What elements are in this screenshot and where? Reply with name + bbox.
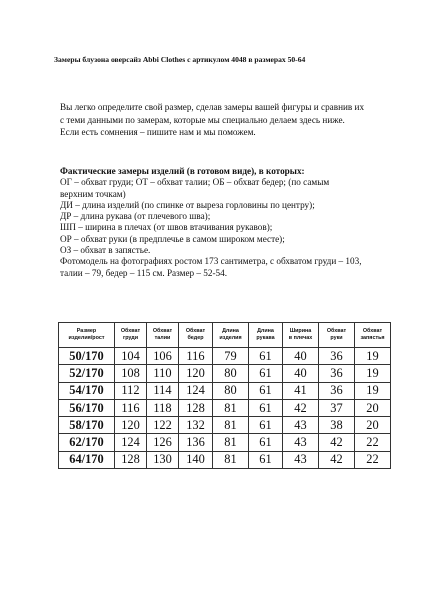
column-header-text: Обхват [326, 328, 347, 335]
measurement-cell: 79 [213, 348, 249, 365]
measurement-cell: 112 [115, 382, 147, 399]
column-header-text: рукава [256, 335, 275, 341]
column-header-text: талии [154, 335, 171, 341]
measurement-cell: 61 [249, 399, 283, 416]
measurement-cell: 19 [355, 382, 391, 399]
measurement-cell: 110 [147, 365, 179, 382]
measurement-cell: 40 [283, 365, 319, 382]
column-header-text: руки [330, 335, 343, 341]
size-table [58, 322, 391, 469]
measurement-cell: 81 [213, 417, 249, 434]
column-header [115, 323, 147, 348]
measurement-cell: 61 [249, 348, 283, 365]
measurement-cell: 104 [115, 348, 147, 365]
size-table-body [59, 348, 391, 469]
table-row [59, 399, 391, 416]
measurement-cell: 61 [249, 365, 283, 382]
column-header-text: бедер [187, 335, 204, 341]
table-row [59, 382, 391, 399]
measurement-cell: 22 [355, 451, 391, 468]
measurement-cell: 43 [283, 434, 319, 451]
definition-line: ОГ – обхват груди; ОТ – обхват талии; ОБ – обхват бедер; (по самым [60, 177, 330, 188]
measurement-cell: 118 [147, 399, 179, 416]
column-header [249, 323, 283, 348]
measurement-cell: 80 [213, 365, 249, 382]
measurement-cell: 36 [319, 348, 355, 365]
measurement-cell: 22 [355, 434, 391, 451]
measurement-cell: 41 [283, 382, 319, 399]
measurement-cell: 120 [115, 417, 147, 434]
column-header-text: Обхват [152, 328, 173, 335]
measurement-cell: 36 [319, 365, 355, 382]
measurement-cell: 80 [213, 382, 249, 399]
definition-line: ОЗ – обхват в запястье. [60, 245, 151, 256]
size-cell: 52/170 [59, 365, 115, 382]
table-row [59, 417, 391, 434]
measurement-cell: 42 [283, 399, 319, 416]
measurement-cell: 126 [147, 434, 179, 451]
measurement-cell: 43 [283, 417, 319, 434]
measurement-cell: 42 [319, 434, 355, 451]
size-table-header-row [59, 323, 391, 348]
column-header [319, 323, 355, 348]
measurement-cell: 122 [147, 417, 179, 434]
measurement-cell: 61 [249, 451, 283, 468]
measurement-cell: 20 [355, 417, 391, 434]
size-cell: 56/170 [59, 399, 115, 416]
table-row [59, 365, 391, 382]
measurement-cell: 114 [147, 382, 179, 399]
measurement-cell: 128 [115, 451, 147, 468]
measurement-cell: 124 [179, 382, 213, 399]
measurement-cell: 38 [319, 417, 355, 434]
measurement-cell: 81 [213, 451, 249, 468]
measurement-cell: 43 [283, 451, 319, 468]
measurement-cell: 120 [179, 365, 213, 382]
definition-line: верхним точкам) [60, 188, 126, 199]
measurement-cell: 37 [319, 399, 355, 416]
definition-line: ДР – длина рукава (от плечевого шва); [60, 211, 211, 222]
measurement-cell: 40 [283, 348, 319, 365]
column-header-text: Обхват [120, 328, 141, 335]
definition-line: ШП – ширина в плечах (от швов втачивания рукавов); [60, 222, 273, 233]
measurement-cell: 20 [355, 399, 391, 416]
column-header-text: груди [122, 335, 139, 341]
document-title: Замеры блузона оверсайз Abbi Clothes с артикулом 4048 в размерах 50-64 [54, 55, 306, 64]
measurement-cell: 140 [179, 451, 213, 468]
definition-line: талии – 79, бедер – 115 см. Размер – 52-54. [60, 267, 228, 278]
intro-line: Если есть сомнения – пишите нам и мы поможем. [60, 127, 256, 138]
measurement-cell: 116 [115, 399, 147, 416]
column-header-text: Размер [76, 328, 97, 335]
column-header-text: Длина [222, 328, 239, 335]
table-row [59, 348, 391, 365]
measurement-cell: 128 [179, 399, 213, 416]
measurement-cell: 19 [355, 348, 391, 365]
measurement-cell: 36 [319, 382, 355, 399]
column-header-text: в плечах [288, 335, 313, 341]
intro-line: Вы легко определите свой размер, сделав замеры вашей фигуры и сравнив их [60, 102, 365, 112]
column-header-text: Обхват [362, 328, 383, 335]
measurement-cell: 130 [147, 451, 179, 468]
measurement-cell: 61 [249, 434, 283, 451]
measurement-cell: 124 [115, 434, 147, 451]
size-cell: 64/170 [59, 451, 115, 468]
column-header [147, 323, 179, 348]
measurement-cell: 19 [355, 365, 391, 382]
measurement-cell: 81 [213, 399, 249, 416]
size-cell: 50/170 [59, 348, 115, 365]
column-header-text: Длина [257, 328, 274, 335]
size-cell: 54/170 [59, 382, 115, 399]
table-row [59, 451, 391, 468]
measurement-cell: 81 [213, 434, 249, 451]
column-header-text: Ширина [289, 328, 312, 335]
definitions-heading: Фактические замеры изделий (в готовом виде), в которых: [60, 166, 305, 176]
definition-line: ОР – обхват руки (в предплечье в самом широком месте); [60, 233, 285, 244]
table-row [59, 434, 391, 451]
measurement-cell: 116 [179, 348, 213, 365]
measurement-cell: 132 [179, 417, 213, 434]
column-header [283, 323, 319, 348]
column-header-text: изделия/рост [68, 335, 105, 341]
column-header [355, 323, 391, 348]
definitions-block [60, 166, 400, 279]
definition-line: ДИ – длина изделий (по спинке от выреза горловины по центру); [60, 199, 315, 210]
column-header [59, 323, 115, 348]
column-header [213, 323, 249, 348]
column-header-text: изделия [219, 335, 242, 341]
measurement-cell: 42 [319, 451, 355, 468]
size-cell: 58/170 [59, 417, 115, 434]
measurement-cell: 106 [147, 348, 179, 365]
measurement-cell: 136 [179, 434, 213, 451]
measurement-cell: 108 [115, 365, 147, 382]
column-header [179, 323, 213, 348]
definition-line: Фотомодель на фотографиях ростом 173 сантиметра, с обхватом груди – 103, [60, 256, 362, 267]
measurement-cell: 61 [249, 417, 283, 434]
intro-paragraph [60, 101, 390, 139]
column-header-text: запястья [360, 335, 385, 341]
measurement-cell: 61 [249, 382, 283, 399]
intro-line: с теми данными по замерам, которые мы специально делаем здесь ниже. [60, 114, 345, 125]
size-cell: 62/170 [59, 434, 115, 451]
column-header-text: Обхват [185, 328, 206, 335]
